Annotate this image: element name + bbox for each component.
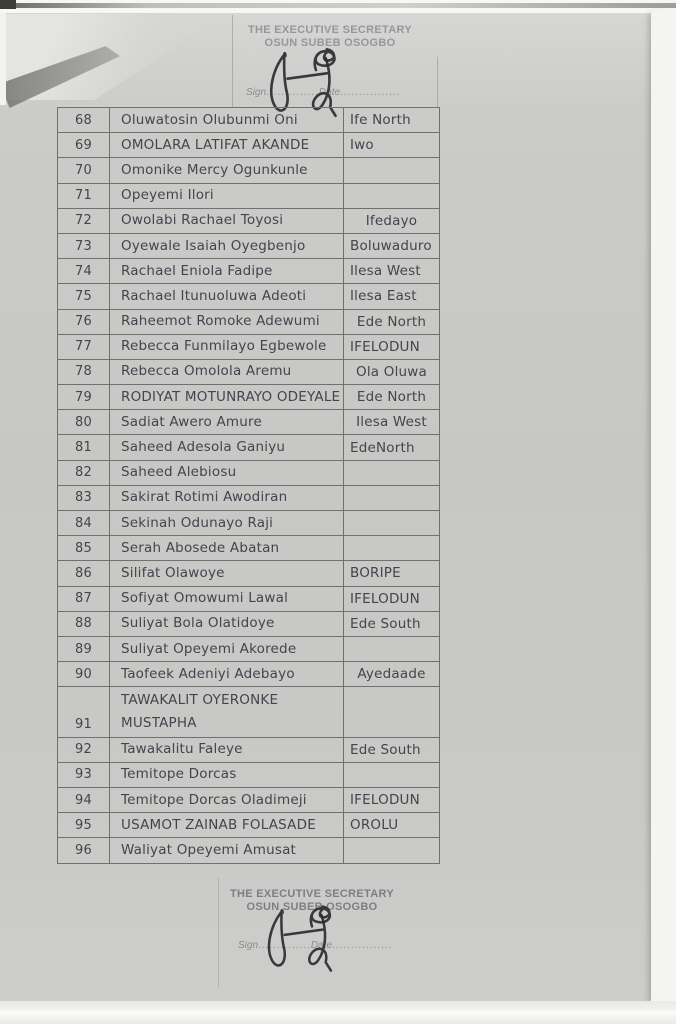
row-number: 82: [58, 461, 110, 485]
row-number: 91: [58, 687, 110, 736]
row-lga: [344, 637, 439, 661]
row-number: 69: [58, 133, 110, 157]
row-number: 71: [58, 184, 110, 208]
row-number: 68: [58, 108, 110, 132]
table-row: [58, 687, 439, 737]
table-row: [58, 259, 439, 284]
header-org-line2: OSUN SUBEB OSOGBO: [264, 37, 396, 49]
row-number: 96: [58, 838, 110, 862]
row-name: RODIYAT MOTUNRAYO ODEYALE: [110, 385, 344, 409]
row-name: Opeyemi Ilori: [110, 184, 344, 208]
row-name: Rachael Eniola Fadipe: [110, 259, 344, 283]
table-row: [58, 310, 439, 335]
row-number: 84: [58, 511, 110, 535]
row-name: Omonike Mercy Ogunkunle: [110, 158, 344, 182]
row-name: Serah Abosede Abatan: [110, 536, 344, 560]
row-number: 74: [58, 259, 110, 283]
row-number: 78: [58, 360, 110, 384]
row-lga: Ilesa West: [356, 414, 427, 431]
table-row: [58, 763, 439, 788]
row-name: Sofiyat Omowumi Lawal: [110, 587, 344, 611]
row-lga: Ayedaade: [357, 666, 426, 683]
row-name: Taofeek Adeniyi Adebayo: [110, 662, 344, 686]
row-number: 86: [58, 561, 110, 585]
row-name: Saheed Alebiosu: [110, 461, 344, 485]
row-name: Tawakalitu Faleye: [110, 738, 344, 762]
row-lga: Ilesa East: [350, 288, 417, 305]
row-name: Owolabi Rachael Toyosi: [110, 209, 344, 233]
row-lga: BORIPE: [350, 565, 401, 582]
table-row: [58, 335, 439, 360]
header-date-label: Date: [318, 87, 341, 98]
row-lga: Ife North: [350, 112, 411, 129]
table-row: [58, 234, 439, 259]
row-name: Oluwatosin Olubunmi Oni: [110, 108, 344, 132]
row-lga: [344, 763, 439, 787]
footer-sign-dots: ..............: [258, 940, 311, 951]
row-name: TAWAKALIT OYERONKE MUSTAPHA: [110, 687, 344, 736]
footer-org-line2: OSUN SUBEB OSOGBO: [246, 901, 378, 913]
row-lga: [344, 461, 439, 485]
row-name: Sadiat Awero Amure: [110, 410, 344, 434]
row-name: Rachael Itunuoluwa Adeoti: [110, 284, 344, 308]
row-lga: Ede South: [350, 615, 421, 632]
table-row: [58, 360, 439, 385]
row-lga: Ifedayo: [365, 212, 418, 229]
row-number: 73: [58, 234, 110, 258]
table-row: [58, 738, 439, 763]
row-name: Rebecca Omolola Aremu: [110, 360, 344, 384]
row-lga: IFELODUN: [350, 338, 420, 355]
row-lga: [344, 511, 439, 535]
row-number: 76: [58, 310, 110, 334]
roster-table: [57, 107, 440, 864]
row-name: USAMOT ZAINAB FOLASADE: [110, 813, 344, 837]
table-row: [58, 209, 439, 234]
table-row: [58, 788, 439, 813]
row-number: 92: [58, 738, 110, 762]
row-lga: Ilesa West: [350, 263, 421, 280]
header-org-line1: THE EXECUTIVE SECRETARY: [248, 24, 412, 36]
row-number: 93: [58, 763, 110, 787]
row-name: Suliyat Opeyemi Akorede: [110, 637, 344, 661]
row-name: Sekinah Odunayo Raji: [110, 511, 344, 535]
row-number: 70: [58, 158, 110, 182]
faint-column-line-header-right: [437, 57, 438, 107]
table-row: [58, 284, 439, 309]
row-number: 80: [58, 410, 110, 434]
row-lga: Ede South: [350, 741, 421, 758]
row-name: Waliyat Opeyemi Amusat: [110, 838, 344, 862]
table-row: [58, 461, 439, 486]
row-lga: IFELODUN: [350, 590, 420, 607]
table-row: [58, 133, 439, 158]
row-lga: EdeNorth: [350, 439, 415, 456]
scan-top-edge-line: [0, 3, 676, 8]
row-lga: Boluwaduro: [350, 238, 432, 255]
row-name: Temitope Dorcas: [110, 763, 344, 787]
row-lga: [344, 184, 439, 208]
table-row: [58, 536, 439, 561]
row-lga: OROLU: [350, 817, 399, 834]
scan-bottom-margin: [0, 1001, 676, 1024]
table-row: [58, 410, 439, 435]
row-name: Oyewale Isaiah Oyegbenjo: [110, 234, 344, 258]
row-name: Rebecca Funmilayo Egbewole: [110, 335, 344, 359]
row-lga: [344, 687, 439, 736]
scan-top-corner: [0, 0, 16, 9]
table-row: [58, 838, 439, 863]
row-name: Raheemot Romoke Adewumi: [110, 310, 344, 334]
row-lga: [344, 158, 439, 182]
table-row: [58, 158, 439, 183]
table-row: [58, 637, 439, 662]
row-number: 87: [58, 587, 110, 611]
header-date-dots: ................: [340, 87, 401, 98]
row-lga: Ede North: [356, 313, 427, 330]
row-name: Saheed Adesola Ganiyu: [110, 435, 344, 459]
row-number: 90: [58, 662, 110, 686]
row-name: Suliyat Bola Olatidoye: [110, 612, 344, 636]
table-row: [58, 108, 439, 133]
row-lga: [344, 536, 439, 560]
row-lga: [344, 838, 439, 862]
row-lga: IFELODUN: [350, 792, 420, 809]
table-row: [58, 385, 439, 410]
scan-right-margin: [651, 10, 676, 1006]
table-row: [58, 587, 439, 612]
row-name: Silifat Olawoye: [110, 561, 344, 585]
table-row: [58, 511, 439, 536]
row-number: 79: [58, 385, 110, 409]
row-number: 75: [58, 284, 110, 308]
table-row: [58, 813, 439, 838]
table-row: [58, 612, 439, 637]
row-number: 85: [58, 536, 110, 560]
row-number: 94: [58, 788, 110, 812]
row-name: Sakirat Rotimi Awodiran: [110, 486, 344, 510]
row-lga: [344, 486, 439, 510]
roster-table-body: [58, 108, 439, 864]
footer-date-label: Date: [310, 940, 333, 951]
row-name: Temitope Dorcas Oladimeji: [110, 788, 344, 812]
footer-org-line1: THE EXECUTIVE SECRETARY: [230, 888, 394, 900]
row-name: OMOLARA LATIFAT AKANDE: [110, 133, 344, 157]
footer-sign-label: Sign: [238, 940, 259, 951]
footer-date-dots: ................: [332, 940, 393, 951]
row-number: 81: [58, 435, 110, 459]
row-number: 95: [58, 813, 110, 837]
row-lga: Ede North: [356, 389, 427, 406]
header-sign-label: Sign: [246, 87, 267, 98]
table-row: [58, 435, 439, 460]
row-number: 83: [58, 486, 110, 510]
row-number: 72: [58, 209, 110, 233]
row-number: 77: [58, 335, 110, 359]
row-number: 88: [58, 612, 110, 636]
row-lga: Ola Oluwa: [356, 363, 427, 380]
table-row: [58, 486, 439, 511]
scan-top-margin: [0, 0, 676, 13]
table-row: [58, 184, 439, 209]
row-number: 89: [58, 637, 110, 661]
table-row: [58, 662, 439, 687]
footer-signature-scribble: [249, 903, 354, 973]
table-row: [58, 561, 439, 586]
header-sign-dots: ..............: [266, 87, 319, 98]
scan-left-margin: [0, 13, 6, 105]
row-lga: Iwo: [350, 137, 374, 154]
